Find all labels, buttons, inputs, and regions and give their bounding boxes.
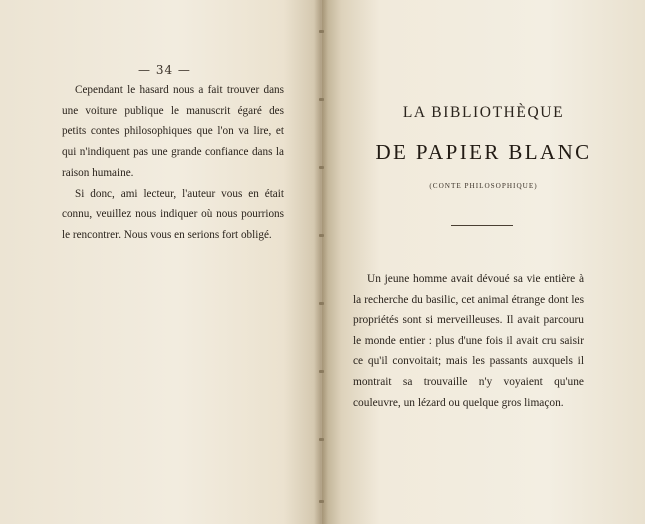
chapter-title-line-2: DE PAPIER BLANC	[375, 140, 592, 164]
left-page-text	[62, 80, 284, 246]
left-page	[0, 0, 322, 524]
binding-stitch	[319, 166, 324, 169]
binding-stitch	[319, 234, 324, 237]
page-number: — 34 —	[138, 63, 191, 77]
binding-stitch	[319, 98, 324, 101]
book-gutter	[314, 0, 328, 524]
binding-stitch	[319, 500, 324, 503]
binding-stitch	[319, 30, 324, 33]
right-paragraph-1: Un jeune homme avait dévoué sa vie entière à la recherche du basilic, cet animal étrange dont les propriétés sont si merveilleuses. Il avait parcouru le monde entier : plus d'une fois il avait cru saisir ce qu'il convoitait; mais les passants auxquels il montrait sa trouvaille n'y voyaient qu'une couleuvre, un lézard ou quelque gros limaçon.	[353, 273, 584, 409]
binding-stitch	[319, 370, 324, 373]
chapter-subtitle: (CONTE PHILOSOPHIQUE)	[429, 182, 538, 190]
binding-stitch	[319, 438, 324, 441]
right-page-text	[353, 269, 584, 413]
left-paragraph-2: Si donc, ami lecteur, l'auteur vous en était connu, veuillez nous indiquer où nous pourrions le rencontrer. Nous vous en serions fort obligé.	[62, 187, 284, 241]
binding-stitch	[319, 302, 324, 305]
title-rule-divider	[451, 225, 513, 226]
left-paragraph-1: Cependant le hasard nous a fait trouver dans une voiture publique le manuscrit égaré des petits contes philosophiques que l'on va lire, et qui n'indiquent pas une grande confiance dans la raison humaine.	[62, 84, 284, 179]
chapter-title-line-1: LA BIBLIOTHÈQUE	[402, 104, 565, 121]
right-page	[322, 0, 645, 524]
